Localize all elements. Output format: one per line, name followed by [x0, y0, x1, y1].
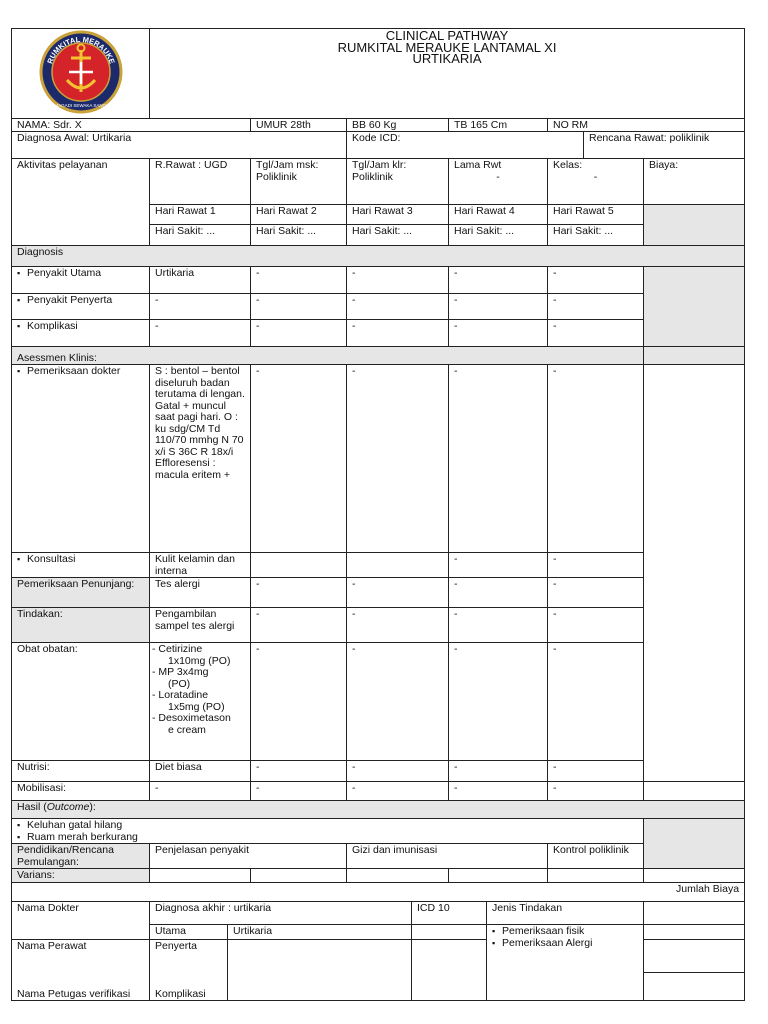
discharge-plan-1: Penjelasan penyakit [150, 844, 347, 869]
comorbid-icd [412, 940, 487, 973]
section-clinical-assessment: Asessmen Klinis: [12, 347, 644, 365]
sick-day-2: Hari Sakit: ... [251, 225, 347, 246]
dx-primary-d2: - [251, 267, 347, 294]
discharge-plan-2: Gizi dan imunisasi [347, 844, 548, 869]
patient-no-rm: NO RM [548, 118, 745, 132]
patient-height: TB 165 Cm [449, 118, 548, 132]
length-of-stay [449, 159, 548, 205]
dx-complication-d2: - [251, 320, 347, 347]
verifier-name-label: Nama Petugas verifikasi [12, 973, 150, 1001]
variance-d4 [449, 869, 548, 883]
final-diagnosis: Diagnosa akhir : urtikaria [150, 902, 412, 925]
grey-block [644, 267, 745, 347]
doctor-exam-d3: - [347, 365, 449, 553]
dx-complication-d3: - [347, 320, 449, 347]
procedure-type-item: ▪ Pemeriksaan Alergi [492, 938, 638, 950]
primary-label: Utama [150, 925, 228, 940]
nurse-name-label: Nama Perawat [12, 940, 150, 973]
dx-primary-d5: - [548, 267, 644, 294]
medication-item: - Cetirizine [152, 643, 203, 655]
complication-label: Komplikasi [150, 973, 228, 1001]
consult-d4: - [449, 553, 548, 578]
header-titles [150, 29, 745, 119]
complication-icd [412, 973, 487, 1001]
mobilization-label: Mobilisasi: [12, 782, 150, 801]
doctor-exam-d5: - [548, 365, 644, 553]
primary-icd [412, 925, 487, 940]
class [548, 159, 644, 205]
medication-item: - Desoximetason [152, 712, 231, 724]
complication-value [228, 973, 412, 1001]
medication-item: - MP 3x4mg [152, 666, 209, 678]
nutrition-d5: - [548, 761, 644, 782]
variance-cost [644, 869, 745, 883]
doctor-name-label: Nama Dokter [12, 902, 150, 940]
procedure-d5: - [548, 608, 644, 643]
doctor-exam-d4: - [449, 365, 548, 553]
dx-complication-d5: - [548, 320, 644, 347]
sick-day-1: Hari Sakit: ... [150, 225, 251, 246]
blank-cell [644, 940, 745, 973]
patient-weight: BB 60 Kg [347, 118, 449, 132]
variance-d1 [150, 869, 251, 883]
nutrition-text: Diet biasa [150, 761, 251, 782]
grey-block [644, 819, 745, 869]
discharge-plan-3: Kontrol poliklinik [548, 844, 644, 869]
consult-label: ▪ Konsultasi [12, 553, 150, 578]
dx-comorbid-d3: - [347, 294, 449, 320]
length-of-stay-label: Lama Rwt [454, 159, 502, 171]
dx-primary-d3: - [347, 267, 449, 294]
mobilization-d5: - [548, 782, 644, 801]
blank-cost-column [644, 365, 745, 782]
nutrition-label: Nutrisi: [12, 761, 150, 782]
medication-d5: - [548, 643, 644, 761]
admission-time: Tgl/Jam msk: Poliklinik [251, 159, 347, 205]
dx-comorbid-d2: - [251, 294, 347, 320]
section-outcome: Hasil (Outcome): [12, 801, 745, 819]
dx-comorbid-label: ▪ Penyakit Penyerta [12, 294, 150, 320]
medication-d3: - [347, 643, 449, 761]
blank-cell [644, 782, 745, 801]
procedure-text: Pengambilan sampel tes alergi [150, 608, 251, 643]
primary-value: Urtikaria [228, 925, 412, 940]
patient-age: UMUR 28th [251, 118, 347, 132]
medication-list: - Cetirizine 1x10mg (PO) - MP 3x4mg (PO) - Loratadine 1x5mg (PO) - Desoximetason e cream [150, 643, 251, 761]
supporting-exam-d3: - [347, 578, 449, 608]
outcome-item: ▪ Keluhan gatal hilang [17, 820, 638, 832]
medication-d4: - [449, 643, 548, 761]
dx-comorbid-d4: - [449, 294, 548, 320]
care-day-5: Hari Rawat 5 [548, 205, 644, 225]
pathway-table [11, 28, 745, 1001]
comorbid-label: Penyerta [150, 940, 228, 973]
consult-d3 [347, 553, 449, 578]
icd10-label: ICD 10 [412, 902, 487, 925]
mobilization-d2: - [251, 782, 347, 801]
consult-d5: - [548, 553, 644, 578]
blank-cell [644, 925, 745, 940]
doctor-exam-text: S : bentol – bentol diseluruh badan terutama di lengan. Gatal + muncul saat pagi hari. O : ku sdg/CM Td 110/70 mmhg N 70 x/i S 36C R 18x/i Effloresensi : macula eritem + [150, 365, 251, 553]
dx-primary-d4: - [449, 267, 548, 294]
outcome-list [12, 819, 644, 844]
sick-day-3: Hari Sakit: ... [347, 225, 449, 246]
medication-item: - Loratadine [152, 689, 209, 701]
cost: Biaya: [644, 159, 745, 205]
nutrition-d3: - [347, 761, 449, 782]
dx-comorbid-d5: - [548, 294, 644, 320]
grey-block [644, 205, 745, 246]
icd-code: Kode ICD: [347, 132, 584, 159]
procedure-d4: - [449, 608, 548, 643]
supporting-exam-text: Tes alergi [150, 578, 251, 608]
care-day-4: Hari Rawat 4 [449, 205, 548, 225]
logo-cell [12, 29, 150, 119]
dx-comorbid-d1: - [150, 294, 251, 320]
title-diagnosis: URTIKARIA [412, 51, 482, 66]
doctor-exam-d2: - [251, 365, 347, 553]
procedure-label: Tindakan: [12, 608, 150, 643]
comorbid-value [228, 940, 412, 973]
title-hospital: RUMKITAL MERAUKE LANTAMAL XI [337, 39, 557, 55]
service-activity-label: Aktivitas pelayanan [12, 159, 150, 246]
variance-d2 [251, 869, 347, 883]
procedure-type-item: ▪ Pemeriksaan fisik [492, 926, 638, 938]
room-ugd: R.Rawat : UGD [150, 159, 251, 205]
blank-cell [644, 973, 745, 1001]
mobilization-d3: - [347, 782, 449, 801]
grey-block [644, 347, 745, 365]
class-label: Kelas: [553, 159, 583, 171]
care-day-2: Hari Rawat 2 [251, 205, 347, 225]
dx-complication-label: ▪ Komplikasi [12, 320, 150, 347]
medication-label: Obat obatan: [12, 643, 150, 761]
patient-name: NAMA: Sdr. X [12, 118, 251, 132]
outcome-item: ▪ Ruam merah berkurang [17, 832, 638, 844]
procedure-type-list [487, 925, 644, 1001]
supporting-exam-d4: - [449, 578, 548, 608]
medication-d2: - [251, 643, 347, 761]
dx-primary-d1: Urtikaria [150, 267, 251, 294]
initial-diagnosis: Diagnosa Awal: Urtikaria [12, 132, 347, 159]
section-diagnosis: Diagnosis [12, 246, 745, 267]
title-clinical-pathway: CLINICAL PATHWAY [385, 28, 509, 43]
variance-label: Varians: [12, 869, 150, 883]
doctor-exam-label: ▪ Pemeriksaan dokter [12, 365, 150, 553]
supporting-exam-d2: - [251, 578, 347, 608]
length-of-stay-value: - [496, 170, 500, 183]
blank-cell [644, 902, 745, 925]
consult-d2 [251, 553, 347, 578]
logo-bottom-text: JAGADI SEWAKA SANO [55, 103, 106, 108]
supporting-exam-d5: - [548, 578, 644, 608]
procedure-d2: - [251, 608, 347, 643]
total-cost: Jumlah Biaya [12, 883, 745, 902]
mobilization-d4: - [449, 782, 548, 801]
supporting-exam-label: Pemeriksaan Penunjang: [12, 578, 150, 608]
procedure-type-label: Jenis Tindakan [487, 902, 644, 925]
dx-complication-d4: - [449, 320, 548, 347]
discharge-time: Tgl/Jam klr: Poliklinik [347, 159, 449, 205]
care-day-1: Hari Rawat 1 [150, 205, 251, 225]
care-plan: Rencana Rawat: poliklinik [584, 132, 745, 159]
nutrition-d4: - [449, 761, 548, 782]
dx-primary-label: ▪ Penyakit Utama [12, 267, 150, 294]
variance-d3 [347, 869, 449, 883]
logo-ring-text: RUMKITAL MERAUKE [44, 34, 117, 65]
sick-day-4: Hari Sakit: ... [449, 225, 548, 246]
sick-day-5: Hari Sakit: ... [548, 225, 644, 246]
consult-text: Kulit kelamin dan interna [150, 553, 251, 578]
rumkital-logo-icon [34, 30, 128, 114]
care-day-3: Hari Rawat 3 [347, 205, 449, 225]
dx-complication-d1: - [150, 320, 251, 347]
variance-d5 [548, 869, 644, 883]
discharge-plan-label: Pendidikan/Rencana Pemulangan: [12, 844, 150, 869]
procedure-d3: - [347, 608, 449, 643]
clinical-pathway-form [11, 28, 744, 1000]
mobilization-text: - [150, 782, 251, 801]
nutrition-d2: - [251, 761, 347, 782]
class-value: - [593, 170, 598, 183]
